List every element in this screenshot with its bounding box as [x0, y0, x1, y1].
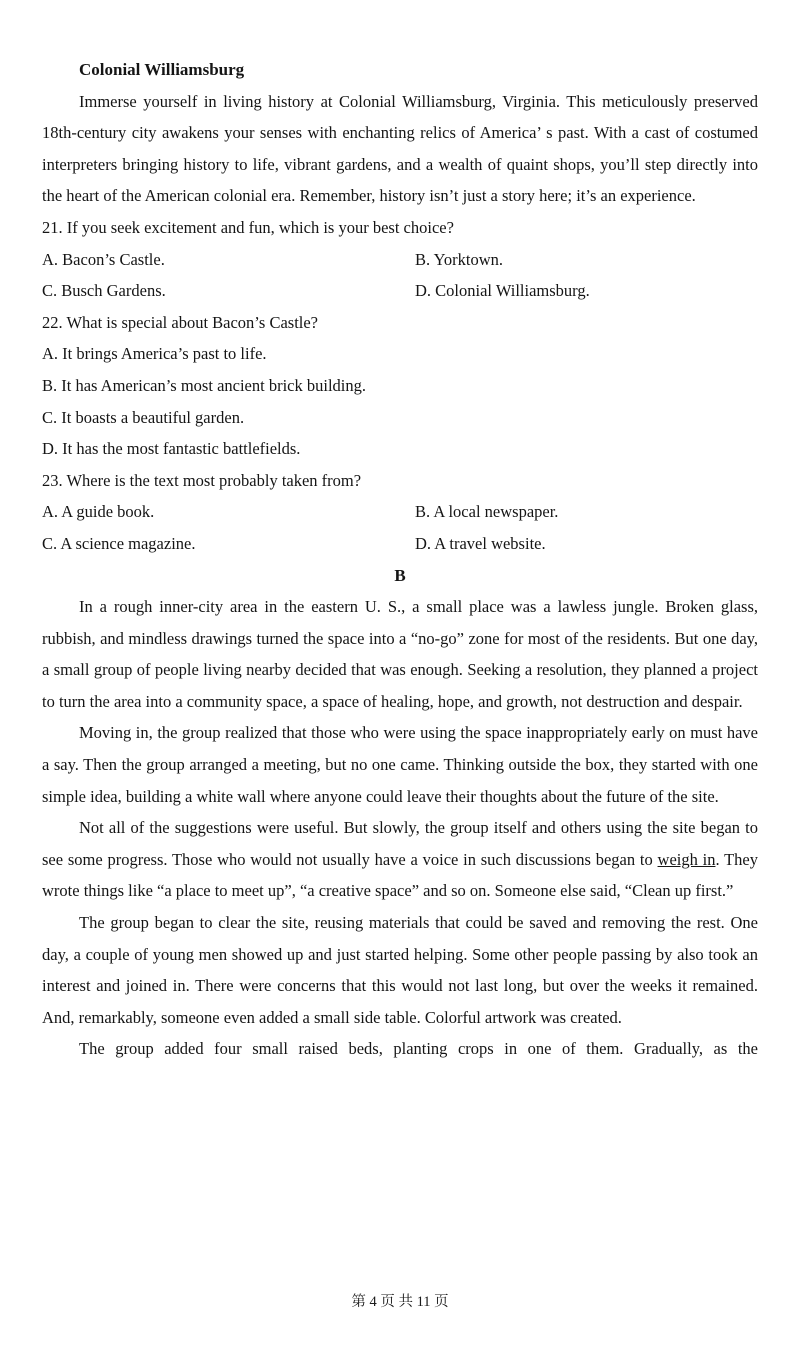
question-23-option-d: D. A travel website.: [415, 533, 546, 553]
passage-b-paragraph-3: [42, 812, 758, 907]
question-21-options: [42, 244, 758, 307]
question-22-option-d: D. It has the most fantastic battlefields.: [42, 439, 301, 459]
question-21-text: 21. If you seek excitement and fun, which is your best choice?: [42, 217, 454, 237]
question-21-option-d: D. Colonial Williamsburg.: [415, 281, 590, 301]
question-22-text: 22. What is special about Bacon’s Castle?: [42, 312, 319, 332]
passage-a-body: Immerse yourself in living history at Colonial Williamsburg, Virginia. This meticulously preserved 18th-century city awakens your senses with enchanting relics of America’ s past. With a cast of costumed interpreters bringing history to life, vibrant gardens, and a wealth of quaint shops, you’ll step directly into the heart of the American colonial era. Remember, history isn’t just a story here; it’s an experience.: [42, 91, 758, 206]
question-22-option-c: C. It boasts a beautiful garden.: [42, 407, 245, 427]
question-23-text: 23. Where is the text most probably taken from?: [42, 470, 362, 490]
question-23-option-b: B. A local newspaper.: [415, 502, 559, 522]
question-23-option-a: A. A guide book.: [42, 502, 155, 522]
passage-a-title: Colonial Williamsburg: [79, 60, 245, 79]
question-23-options: [42, 496, 758, 559]
underlined-phrase-weigh-in: weigh in: [657, 849, 716, 869]
passage-b-paragraph-5: The group added four small raised beds, planting crops in one of them. Gradually, as the: [79, 1039, 758, 1059]
question-21-option-c: C. Busch Gardens.: [42, 281, 166, 301]
question-22-option-b: B. It has American’s most ancient brick building.: [42, 375, 366, 395]
paragraph-3-text-before: Not all of the suggestions were useful. But slowly, the group itself and others using the site began to see some progress. Those who would not usually have a voice in such discussions began to: [42, 818, 758, 869]
section-b-heading: B: [394, 565, 406, 585]
question-22-option-a: A. It brings America’s past to life.: [42, 344, 267, 364]
question-21-option-b: B. Yorktown.: [415, 249, 504, 269]
paragraph-3-text-after: . They wrote things like “a place to meet up”, “a creative space” and so on. Someone else said, “Clean up first.”: [42, 849, 758, 901]
passage-b-paragraph-2: Moving in, the group realized that those who were using the space inappropriately early on must have a say. Then the group arranged a meeting, but no one came. Thinking outside the box, they started with one simple idea, building a white wall where anyone could leave their thoughts about the future of the site.: [42, 723, 758, 806]
passage-b-paragraph-1: In a rough inner-city area in the eastern U. S., a small place was a lawless jungle. Broken glass, rubbish, and mindless drawings turned the space into a “no-go” zone for most of the residents. But one day, a small group of people living nearby decided that was enough. Seeking a resolution, they planned a project to turn the area into a community space, a space of healing, hope, and growth, not destruction and despair.: [42, 597, 758, 711]
question-21-option-a: A. Bacon’s Castle.: [42, 249, 165, 269]
page-footer: 第 4 页 共 11 页: [351, 1294, 449, 1310]
question-23-option-c: C. A science magazine.: [42, 533, 196, 553]
passage-b-paragraph-4: The group began to clear the site, reusing materials that could be saved and removing the rest. One day, a couple of young men showed up and just started helping. Some other people passing by also took an interest and joined in. There were concerns that this would not last long, but over the weeks it remained. And, remarkably, someone even added a small side table. Colorful artwork was created.: [42, 913, 758, 1027]
